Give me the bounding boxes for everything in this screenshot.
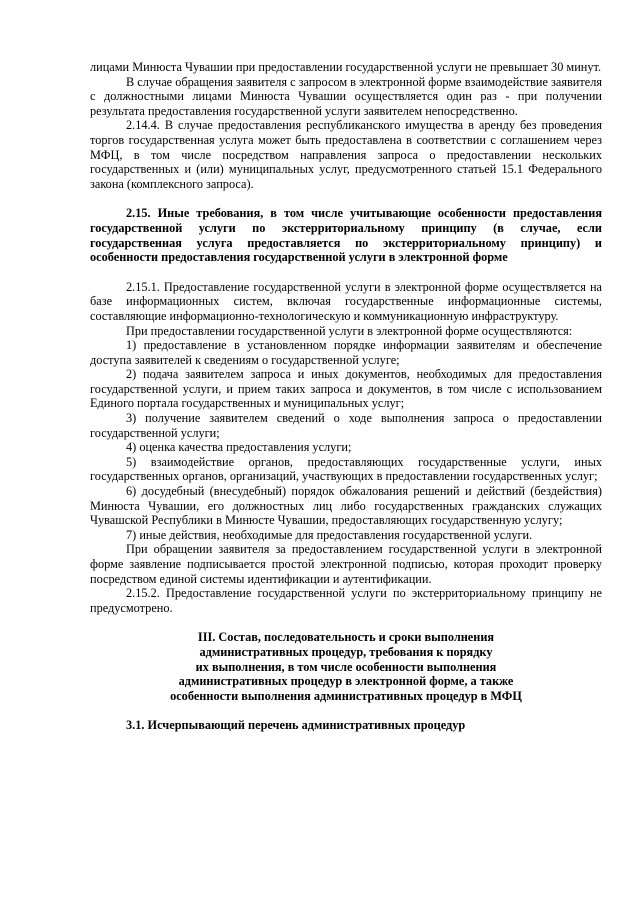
list-item: 6) досудебный (внесудебный) порядок обжалования решений и действий (бездействия) Минюста Чувашии, его должностных лиц либо государственных гражданских служащих Чувашской Республики в Минюсте Чувашии, предоставляющих государственную услугу; bbox=[90, 484, 602, 528]
section-title-line: III. Состав, последовательность и сроки выполнения bbox=[197, 630, 495, 645]
section-title-line: административных процедур, требования к порядку bbox=[199, 644, 493, 659]
list-item: 7) иные действия, необходимые для предоставления государственной услуги. bbox=[126, 527, 533, 542]
paragraph: 2.14.4. В случае предоставления республиканского имущества в аренду без проведения торгов государственная услуга может быть предоставлена в соответствии с соглашением через МФЦ, в том числе посредством направления запроса о предоставлении нескольких государственных и (или) муниципальных услуг, предусмотренного статьей 15.1 Федерального закона (комплексного запроса). bbox=[90, 118, 602, 191]
list-item: 1) предоставление в установленном порядке информации заявителям и обеспечение доступа заявителей к сведениям о государственной услуге; bbox=[90, 338, 602, 367]
paragraph: При обращении заявителя за предоставлением государственной услуги в электронной форме заявление подписывается простой электронной подписью, которая проходит проверку посредством единой системы идентификации и аутентификации. bbox=[90, 542, 602, 586]
paragraph: В случае обращения заявителя с запросом в электронной форме взаимодействие заявителя с должностными лицами Минюста Чувашии осуществляется один раз - при получении результата предоставления государственной услуги заявителем непосредственно. bbox=[90, 74, 603, 118]
section-heading-2-15: 2.15. Иные требования, в том числе учитывающие особенности предоставления государственной услуги по экстерриториальному принципу (в случае, если государственная услуга предоставляется по экстерриториальному принципу) и особенности предоставления государственной услуги в электронной форме bbox=[90, 206, 602, 265]
paragraph: 2.15.2. Предоставление государственной услуги по экстерриториальному принципу не предусмотрено. bbox=[90, 586, 602, 615]
list-item: 2) подача заявителем запроса и иных документов, необходимых для предоставления государственной услуги, и прием таких запроса и документов, в том числе с использованием Единого портала государственных и муниципальных услуг; bbox=[90, 367, 602, 411]
section-title-line: особенности выполнения административных процедур в МФЦ bbox=[170, 688, 522, 703]
section-3-title bbox=[90, 630, 602, 703]
paragraph: 2.15.1. Предоставление государственной услуги в электронной форме осуществляется на базе информационных систем, включая государственные информационные системы, составляющие информационно-технологическую и коммуникационную инфраструктуру. bbox=[90, 279, 602, 323]
paragraph: лицами Минюста Чувашии при предоставлении государственной услуги не превышает 30 минут. bbox=[90, 60, 602, 74]
list-item: 3) получение заявителем сведений о ходе выполнения запроса о предоставлении государственной услуги; bbox=[90, 411, 602, 440]
list-item: 4) оценка качества предоставления услуги; bbox=[126, 440, 352, 455]
section-title-line: их выполнения, в том числе особенности выполнения bbox=[195, 659, 497, 674]
section-title-line: административных процедур в электронной форме, а также bbox=[178, 674, 514, 689]
paragraph: При предоставлении государственной услуги в электронной форме осуществляются: bbox=[126, 323, 573, 338]
list-item: 5) взаимодействие органов, предоставляющих государственные услуги, иных государственных органов, организаций, участвующих в предоставлении государственных услуг; bbox=[90, 454, 602, 484]
section-heading-3-1: 3.1. Исчерпывающий перечень административных процедур bbox=[126, 718, 466, 733]
